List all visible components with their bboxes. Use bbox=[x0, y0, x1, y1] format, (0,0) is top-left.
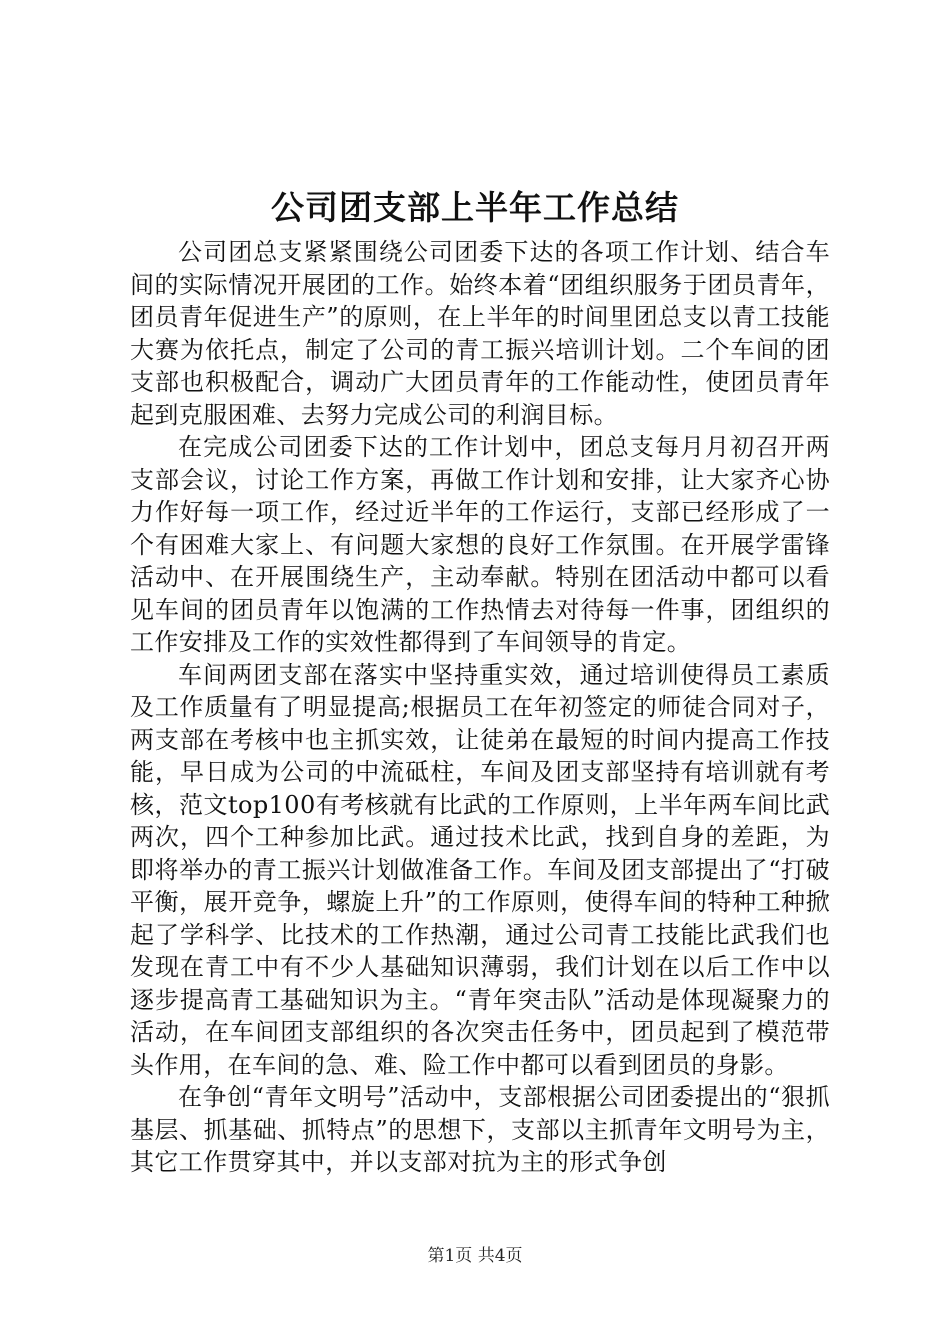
page-title: 公司团支部上半年工作总结 bbox=[271, 188, 679, 227]
page-number-footer: 第1页 共4页 bbox=[427, 1246, 523, 1266]
body-paragraph-1: 公司团总支紧紧围绕公司团委下达的各项工作计划、结合车间的实际情况开展团的工作。始终本着“团组织服务于团员青年，团员青年促进生产”的原则，在上半年的时间里团总支以青工技能大赛为依托点，制定了公司的青工振兴培训计划。二个车间的团支部也积极配合，调动广大团员青年的工作能动性，使团员青年起到克服困难、去努力完成公司的利润目标。 bbox=[130, 238, 830, 429]
body-paragraph-3: 车间两团支部在落实中坚持重实效，通过培训使得员工素质及工作质量有了明显提高;根据员工在年初签定的师徒合同对子，两支部在考核中也主抓实效，让徒弟在最短的时间内提高工作技能，早日成为公司的中流砥柱，车间及团支部坚持有培训就有考核，范文top100有考核就有比武的工作原则，上半年两车间比武两次，四个工种参加比武。通过技术比武，找到自身的差距，为即将举办的青工振兴计划做准备工作。车间及团支部提出了“打破平衡，展开竞争，螺旋上升”的工作原则，使得车间的特种工种掀起了学科学、比技术的工作热潮，通过公司青工技能比武我们也发现在青工中有不少人基础知识薄弱，我们计划在以后工作中以逐步提高青工基础知识为主。“青年突击队”活动是体现凝聚力的活动，在车间团支部组织的各次突击任务中，团员起到了模范带头作用，在车间的急、难、险工作中都可以看到团员的身影。 bbox=[130, 660, 830, 1079]
body-paragraph-2: 在完成公司团委下达的工作计划中，团总支每月月初召开两支部会议，讨论工作方案，再做工作计划和安排，让大家齐心协力作好每一项工作，经过近半年的工作运行，支部已经形成了一个有困难大家上、有问题大家想的良好工作氛围。在开展学雷锋活动中、在开展围绕生产，主动奉献。特别在团活动中都可以看见车间的团员青年以饱满的工作热情去对待每一件事，团组织的工作安排及工作的实效性都得到了车间领导的肯定。 bbox=[130, 433, 830, 656]
document-body bbox=[130, 236, 830, 1179]
body-paragraph-4: 在争创“青年文明号”活动中，支部根据公司团委提出的“狠抓基层、抓基础、抓特点”的思想下，支部以主抓青年文明号为主，其它工作贯穿其中，并以支部对抗为主的形式争创 bbox=[130, 1083, 830, 1176]
